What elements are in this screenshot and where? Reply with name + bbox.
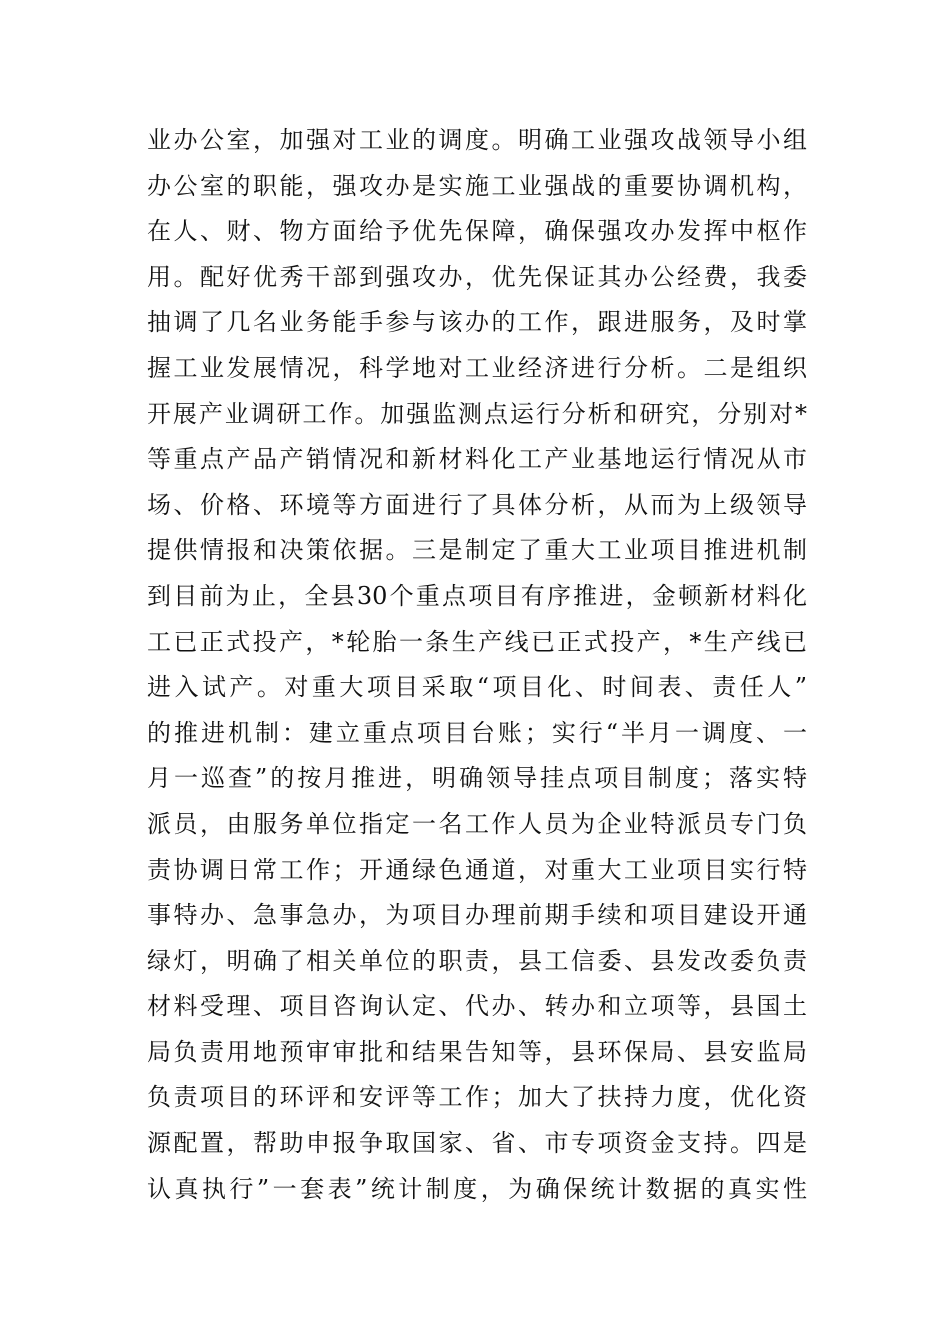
text-line: 源配置，帮助申报争取国家、省、市专项资金支持。四是 [147,1129,807,1158]
text-line: 业办公室，加强对工业的调度。明确工业强攻战领导小组 [147,126,807,154]
text-line: 用。配好优秀干部到强攻办，优先保证其办公经费，我委 [147,262,807,291]
text-line: 绿灯，明确了相关单位的职责，县工信委、县发改委负责 [147,946,807,975]
text-line: 材料受理、项目咨询认定、代办、转办和立项等，县国土 [147,992,807,1021]
text-line: 工已正式投产，*轮胎一条生产线已正式投产，*生产线已 [147,627,807,656]
text-line: 进入试产。对重大项目采取“项目化、时间表、责任人” [147,673,807,702]
text-line: 的推进机制：建立重点项目台账；实行“半月一调度、一 [147,718,807,747]
text-line: 认真执行”一套表”统计制度，为确保统计数据的真实性 [147,1174,807,1203]
text-line: 抽调了几名业务能手参与该办的工作，跟进服务，及时掌 [147,308,807,337]
text-line: 握工业发展情况，科学地对工业经济进行分析。二是组织 [147,353,807,382]
text-line: 责协调日常工作；开通绿色通道，对重大工业项目实行特 [147,855,807,884]
body-text [147,118,807,1212]
text-line: 局负责用地预审审批和结果告知等，县环保局、县安监局 [147,1037,807,1066]
text-line: 提供情报和决策依据。三是制定了重大工业项目推进机制 [147,536,807,565]
text-line: 负责项目的环评和安评等工作；加大了扶持力度，优化资 [147,1083,807,1112]
text-line: 办公室的职能，强攻办是实施工业强战的重要协调机构， [147,171,807,200]
text-line: 场、价格、环境等方面进行了具体分析，从而为上级领导 [147,490,807,519]
text-line: 开展产业调研工作。加强监测点运行分析和研究，分别对* [147,399,807,428]
text-line: 派员，由服务单位指定一名工作人员为企业特派员专门负 [147,809,807,838]
text-line: 等重点产品产销情况和新材料化工产业基地运行情况从市 [147,445,807,474]
text-line: 在人、财、物方面给予优先保障，确保强攻办发挥中枢作 [147,217,807,246]
text-line: 月一巡查”的按月推进，明确领导挂点项目制度；落实特 [147,764,807,793]
text-line: 到目前为止，全县30个重点项目有序推进，金顿新材料化 [147,581,807,610]
text-line: 事特办、急事急办，为项目办理前期手续和项目建设开通 [147,901,807,930]
